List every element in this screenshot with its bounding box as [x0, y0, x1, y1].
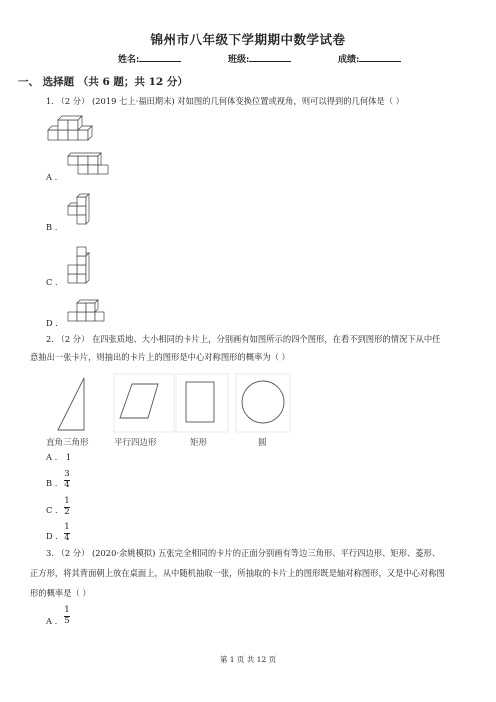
score-blank — [359, 52, 401, 62]
q2-option-c[interactable]: C . — [46, 505, 58, 515]
fraction-numerator: 3 — [64, 469, 70, 479]
q2-card-circle — [234, 374, 294, 434]
page-footer: 第 1 页 共 12 页 — [219, 655, 277, 664]
fraction-numerator: 1 — [64, 496, 70, 506]
fraction-denominator: 4 — [64, 480, 70, 490]
q2-card-parallelogram — [112, 374, 178, 434]
q1-option-d[interactable]: D . — [46, 318, 58, 328]
name-field — [118, 52, 181, 65]
q2-option-b-fraction — [64, 470, 70, 490]
q2-card-right-triangle — [44, 374, 110, 434]
class-label: 班级: — [228, 55, 250, 65]
question-3-line-2: 正方形，将其背面朝上放在桌面上，从中随机抽取一张，所抽取的卡片上的图形既是轴对称图形，又是中心对称图 — [30, 568, 445, 578]
fraction-numerator: 1 — [64, 605, 70, 615]
q2-card-rectangle — [174, 374, 234, 434]
fraction-denominator: 4 — [64, 533, 70, 543]
q1-option-b[interactable]: B . — [46, 222, 58, 232]
question-1-text: 1. （2 分） (2019 七上·福田期末) 对如图的几何体变换位置或视角，则可以得到的几何体是（ ） — [46, 96, 404, 106]
question-2-line-2: 意抽出一张卡片，则抽出的卡片上的图形是中心对称图形的概率为（ ） — [30, 352, 290, 362]
q1-option-c[interactable]: C . — [46, 277, 58, 287]
name-label: 姓名: — [118, 55, 140, 65]
q1-option-a-figure — [66, 152, 112, 182]
question-3-line-3: 形的概率是（ ） — [30, 588, 91, 598]
q2-option-d[interactable]: D . — [46, 531, 58, 541]
q2-option-c-fraction — [64, 497, 70, 517]
section-heading: 一、 选择题 （共 6 题；共 12 分） — [18, 76, 188, 88]
q1-option-b-figure — [66, 192, 96, 232]
name-blank — [139, 52, 181, 62]
class-field — [228, 52, 291, 65]
q1-option-d-figure — [66, 294, 108, 326]
q1-figure-cubes — [46, 112, 96, 144]
q3-option-a-fraction — [64, 606, 70, 626]
score-field — [338, 52, 401, 65]
page-title: 锦州市八年级下学期期中数学试卷 — [150, 32, 346, 47]
q1-option-a[interactable]: A . — [46, 172, 58, 182]
q2-option-b[interactable]: B . — [46, 478, 58, 488]
question-2-line-1: 2. （2 分） 在四张质地、大小相同的卡片上，分别画有如图所示的四个图形，在看不到图形的情况下从中任 — [46, 334, 441, 344]
caption-circle: 圆 — [258, 438, 267, 448]
fraction-denominator: 5 — [64, 616, 70, 626]
fraction-denominator: 2 — [64, 507, 70, 517]
q1-option-c-figure — [66, 244, 96, 286]
caption-right-triangle: 直角三角形 — [46, 438, 89, 448]
q2-option-a[interactable] — [46, 452, 71, 462]
q2-option-a-value: 1 — [65, 452, 72, 462]
q2-option-d-fraction — [64, 523, 70, 543]
q2-option-a-label: A . — [46, 452, 58, 462]
score-label: 成绩: — [338, 55, 360, 65]
q3-option-a[interactable]: A . — [46, 616, 58, 626]
caption-rectangle: 矩形 — [190, 438, 208, 448]
fraction-numerator: 1 — [64, 522, 70, 532]
question-3-line-1: 3. （2 分） (2020·余姚模拟) 五张完全相同的卡片的正面分别画有等边三角形、平行四边形、矩形、菱形、 — [46, 548, 441, 558]
class-blank — [249, 52, 291, 62]
caption-parallelogram: 平行四边形 — [114, 438, 157, 448]
